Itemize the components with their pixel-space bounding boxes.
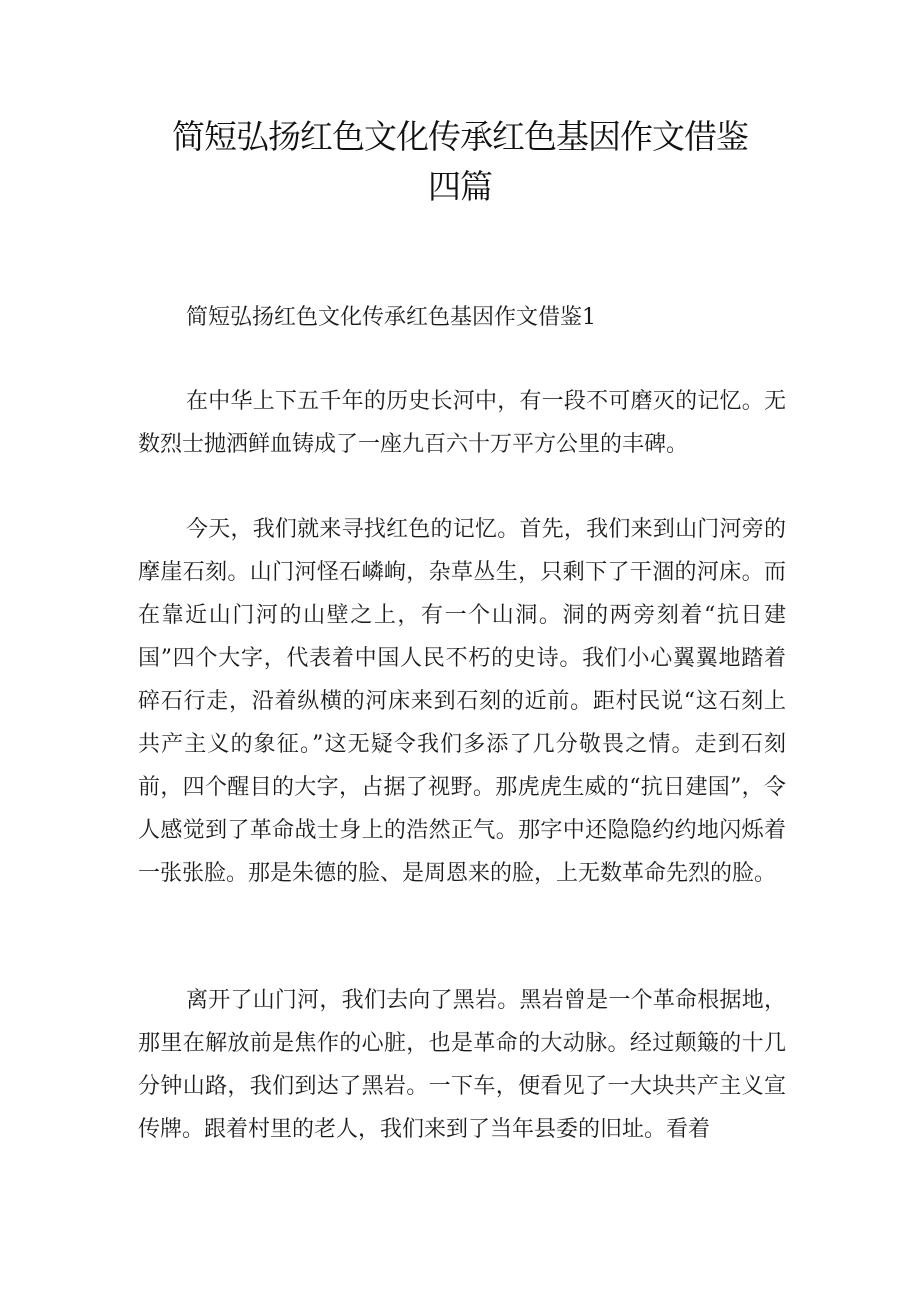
title-line-2: 四篇 [428,167,492,206]
section-heading: 简短弘扬红色文化传承红色基因作文借鉴1 [186,305,596,330]
paragraph-3: 离开了山门河，我们去向了黑岩。黑岩曾是一个革命根据地，那里在解放前是焦作的心脏，也是革命的大动脉。经过颠簸的十几分钟山路，我们到达了黑岩。一下车，便看见了一大块共产主义宣传牌。跟着村里的老人，我们来到了当年县委的旧址。看着 [138,988,786,1142]
document-title [120,112,800,212]
paragraph-1: 在中华上下五千年的历史长河中，有一段不可磨灭的记忆。无数烈士抛洒鲜血铸成了一座九百六十万平方公里的丰碑。 [138,389,786,457]
paragraph-2: 今天，我们就来寻找红色的记忆。首先，我们来到山门河旁的摩崖石刻。山门河怪石嶙峋，杂草丛生，只剩下了干涸的河床。而在靠近山门河的山壁之上，有一个山洞。洞的两旁刻着“抗日建国”四个大字，代表着中国人民不朽的史诗。我们小心翼翼地踏着碎石行走，沿着纵横的河床来到石刻的近前。距村民说“这石刻上共产主义的象征。”这无疑令我们多添了几分敬畏之情。走到石刻前，四个醒目的大字，占据了视野。那虎虎生威的“抗日建国”，令人感觉到了革命战士身上的浩然正气。那字中还隐隐约约地闪烁着一张张脸。那是朱德的脸、是周恩来的脸，上无数革命先烈的脸。 [138,517,786,886]
title-line-1: 简短弘扬红色文化传承红色基因作文借鉴 [172,117,748,156]
